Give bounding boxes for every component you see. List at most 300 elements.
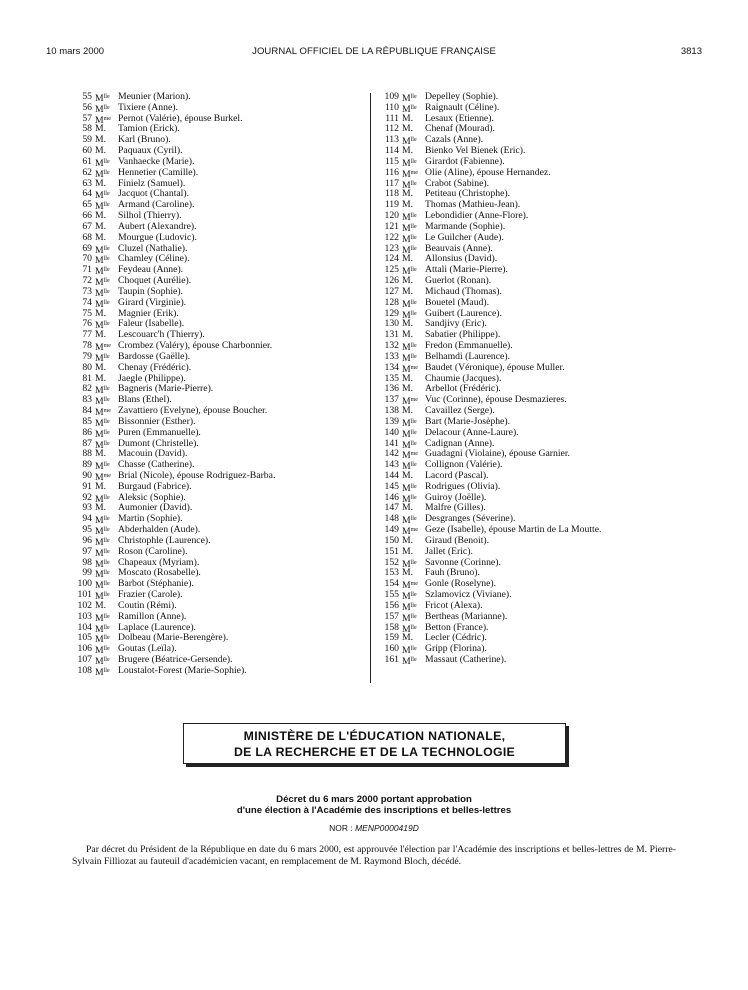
column-divider <box>370 93 371 683</box>
rank-number: 117 <box>384 177 399 189</box>
civility-title: $M^{lle}$ <box>95 558 110 570</box>
civility-title: $M^{lle}$ <box>402 244 417 256</box>
person-name: Guerlot (Ronan). <box>425 275 492 287</box>
list-item <box>72 179 362 190</box>
rank-number: 108 <box>77 664 92 676</box>
rank-number: 103 <box>77 610 92 622</box>
rank-number: 93 <box>82 502 92 514</box>
person-name: Bouetel (Maud). <box>425 296 490 308</box>
civility-title: $M^{lle}$ <box>95 439 110 451</box>
rank-number: 149 <box>384 524 399 536</box>
person-name: Lacord (Pascal). <box>425 469 489 481</box>
person-name: Guiroy (Joëlle). <box>425 491 487 503</box>
list-item <box>376 644 676 655</box>
rank-number: 151 <box>384 545 399 557</box>
civility-title: $M^{lle}$ <box>402 93 417 104</box>
person-name: Fauh (Bruno). <box>425 567 480 579</box>
person-name: Tixiere (Anne). <box>118 101 178 113</box>
person-name: Puren (Emmanuelle). <box>118 426 201 438</box>
civility-title: M. <box>402 405 414 417</box>
list-item <box>376 374 676 385</box>
person-name: Brial (Nicole), épouse Rodriguez-Barba. <box>118 469 276 481</box>
person-name: Aleksic (Sophie). <box>118 491 186 503</box>
civility-title: $M^{lle}$ <box>402 515 417 527</box>
civility-title: $M^{lle}$ <box>95 536 110 548</box>
civility-title: $M^{lle}$ <box>95 190 110 202</box>
rank-number: 104 <box>77 621 92 633</box>
person-name: Lescouarc'h (Thierry). <box>118 329 205 341</box>
rank-number: 73 <box>82 285 92 297</box>
rank-number: 86 <box>82 426 92 438</box>
person-name: Savonne (Corinne). <box>425 556 501 568</box>
civility-title: M. <box>402 199 414 211</box>
civility-title: M. <box>402 253 414 265</box>
civility-title: $M^{lle}$ <box>402 439 417 451</box>
list-item <box>376 547 676 558</box>
rank-number: 64 <box>82 188 92 200</box>
civility-title: M. <box>402 145 414 157</box>
list-item <box>72 601 362 612</box>
person-name: Vuc (Corinne), épouse Desmazieres. <box>425 394 567 406</box>
rank-number: 63 <box>82 177 92 189</box>
person-name: Giraud (Benoit). <box>425 534 490 546</box>
civility-title: M. <box>95 361 107 373</box>
rank-number: 140 <box>384 426 399 438</box>
list-item <box>376 471 676 482</box>
list-item <box>376 135 676 146</box>
person-name: Jallet (Eric). <box>425 545 473 557</box>
civility-title: $M^{lle}$ <box>95 612 110 624</box>
list-item <box>72 449 362 460</box>
person-name: Desgranges (Séverine). <box>425 513 516 525</box>
person-name: Bienko Vel Bienek (Eric). <box>425 145 526 157</box>
civility-title: M. <box>95 134 107 146</box>
rank-number: 111 <box>385 112 399 124</box>
rank-number: 107 <box>77 654 92 666</box>
civility-title: $M^{me}$ <box>402 396 418 408</box>
civility-title: $M^{lle}$ <box>95 201 110 213</box>
list-item <box>376 298 676 309</box>
rank-number: 76 <box>82 318 92 330</box>
civility-title: $M^{lle}$ <box>402 136 417 148</box>
person-name: Fricot (Alexa). <box>425 599 483 611</box>
civility-title: $M^{me}$ <box>95 114 111 126</box>
rank-number: 72 <box>82 275 92 287</box>
person-name: Cluzel (Nathalie). <box>118 242 188 254</box>
rank-number: 131 <box>384 329 399 341</box>
rank-number: 119 <box>384 199 399 211</box>
rank-number: 56 <box>82 101 92 113</box>
person-name: Feydeau (Anne). <box>118 264 184 276</box>
list-item <box>72 633 362 644</box>
rank-number: 83 <box>82 394 92 406</box>
rank-number: 113 <box>384 134 399 146</box>
person-name: Lesaux (Etienne). <box>425 112 494 124</box>
rank-number: 109 <box>384 91 399 102</box>
civility-title: $M^{me}$ <box>402 580 418 592</box>
person-name: Bertheas (Marianne). <box>425 610 508 622</box>
rank-number: 139 <box>384 415 399 427</box>
civility-title: $M^{lle}$ <box>402 103 417 115</box>
rank-number: 87 <box>82 437 92 449</box>
person-name: Faleur (Isabelle). <box>118 318 185 330</box>
rank-number: 67 <box>82 220 92 232</box>
civility-title: $M^{lle}$ <box>95 255 110 267</box>
list-item <box>72 482 362 493</box>
rank-number: 92 <box>82 491 92 503</box>
person-name: Dumont (Christelle). <box>118 437 199 449</box>
person-name: Barbot (Stéphanie). <box>118 578 194 590</box>
list-item <box>376 168 676 179</box>
ministry-heading-box <box>183 723 566 764</box>
person-name: Girardot (Fabienne). <box>425 155 505 167</box>
rank-number: 161 <box>384 654 399 666</box>
list-item <box>376 612 676 623</box>
person-name: Cazals (Anne). <box>425 134 484 146</box>
civility-title: $M^{lle}$ <box>95 298 110 310</box>
list-item <box>376 395 676 406</box>
rank-number: 55 <box>82 91 92 102</box>
person-name: Guibert (Laurence). <box>425 307 502 319</box>
rank-number: 98 <box>82 556 92 568</box>
rank-number: 62 <box>82 166 92 178</box>
rank-number: 71 <box>82 264 92 276</box>
civility-title: $M^{lle}$ <box>402 493 417 505</box>
civility-title: $M^{me}$ <box>95 471 111 483</box>
person-name: Lebondidier (Anne-Flore). <box>425 210 529 222</box>
civility-title: $M^{lle}$ <box>95 93 110 104</box>
person-name: Bissonnier (Esther). <box>118 415 196 427</box>
list-item <box>376 536 676 547</box>
civility-title: $M^{lle}$ <box>95 266 110 278</box>
list-item <box>376 287 676 298</box>
civility-title: M. <box>95 502 107 514</box>
person-name: Aumonier (David). <box>118 502 193 514</box>
list-column-right <box>376 92 676 666</box>
nor-reference <box>0 823 748 833</box>
list-item <box>72 157 362 168</box>
list-item <box>72 417 362 428</box>
list-item <box>72 428 362 439</box>
person-name: Blans (Ethel). <box>118 394 172 406</box>
civility-title: $M^{me}$ <box>95 342 111 354</box>
rank-number: 80 <box>82 361 92 373</box>
rank-number: 122 <box>384 231 399 243</box>
person-name: Gonle (Roselyne). <box>425 578 497 590</box>
rank-number: 157 <box>384 610 399 622</box>
decret-body: Par décret du Président de la République en date du 6 mars 2000, est approuvée l'élection par l'Académie des inscriptions et belles-lettres de M. Pierre-Sylvain Filliozat au fauteuil d'académicien vacant, en remplacement de M. Raymond Bloch, décédé. <box>72 844 676 867</box>
rank-number: 110 <box>384 101 399 113</box>
list-item <box>72 200 362 211</box>
person-name: Beauvais (Anne). <box>425 242 493 254</box>
civility-title: M. <box>95 448 107 460</box>
list-item <box>376 460 676 471</box>
rank-number: 84 <box>82 405 92 417</box>
rank-number: 144 <box>384 469 399 481</box>
person-name: Arbellot (Frédéric). <box>425 383 501 395</box>
civility-title: M. <box>402 123 414 135</box>
person-name: Burgaud (Fabrice). <box>118 480 192 492</box>
person-name: Jaegle (Philippe). <box>118 372 186 384</box>
person-name: Malfre (Gilles). <box>425 502 486 514</box>
rank-number: 60 <box>82 145 92 157</box>
rank-number: 102 <box>77 599 92 611</box>
rank-number: 77 <box>82 329 92 341</box>
rank-number: 57 <box>82 112 92 124</box>
civility-title: $M^{lle}$ <box>95 666 110 678</box>
list-item <box>376 568 676 579</box>
list-item <box>72 579 362 590</box>
civility-title: $M^{lle}$ <box>95 428 110 440</box>
list-item <box>72 222 362 233</box>
ministry-line-1: MINISTÈRE DE L'ÉDUCATION NATIONALE, <box>243 729 506 743</box>
rank-number: 116 <box>384 166 399 178</box>
list-item <box>72 374 362 385</box>
list-item <box>376 363 676 374</box>
list-item <box>72 590 362 601</box>
civility-title: M. <box>402 285 414 297</box>
person-name: Aubert (Alexandre). <box>118 220 197 232</box>
person-name: Loustalot-Forest (Marie-Sophie). <box>118 664 247 676</box>
person-name: Depelley (Sophie). <box>425 91 499 102</box>
person-name: Szlamovicz (Viviane). <box>425 589 512 601</box>
person-name: Pernot (Valérie), épouse Burkel. <box>118 112 243 124</box>
rank-number: 75 <box>82 307 92 319</box>
person-name: Moscato (Rosabelle). <box>118 567 201 579</box>
person-name: Lecler (Cédric). <box>425 632 487 644</box>
rank-number: 124 <box>384 253 399 265</box>
person-name: Betton (France). <box>425 621 489 633</box>
rank-number: 141 <box>384 437 399 449</box>
civility-title: $M^{lle}$ <box>95 580 110 592</box>
list-item <box>376 114 676 125</box>
rank-number: 101 <box>77 589 92 601</box>
civility-title: $M^{lle}$ <box>95 569 110 581</box>
civility-title: $M^{lle}$ <box>95 634 110 646</box>
civility-title: $M^{lle}$ <box>95 103 110 115</box>
civility-title: M. <box>95 307 107 319</box>
civility-title: $M^{lle}$ <box>95 461 110 473</box>
list-item <box>376 601 676 612</box>
person-name: Dolbeau (Marie-Berengère). <box>118 632 229 644</box>
person-name: Finielz (Samuel). <box>118 177 186 189</box>
list-item <box>376 558 676 569</box>
civility-title: M. <box>402 469 414 481</box>
civility-title: $M^{lle}$ <box>95 547 110 559</box>
civility-title: $M^{lle}$ <box>95 515 110 527</box>
civility-title: M. <box>402 534 414 546</box>
rank-number: 142 <box>384 448 399 460</box>
rank-number: 147 <box>384 502 399 514</box>
person-name: Mourgue (Ludovic). <box>118 231 197 243</box>
civility-title: $M^{lle}$ <box>95 287 110 299</box>
list-item <box>376 623 676 634</box>
list-item <box>72 211 362 222</box>
list-item <box>376 244 676 255</box>
person-name: Chaumie (Jacques). <box>425 372 502 384</box>
rank-number: 121 <box>384 220 399 232</box>
person-name: Cavaillez (Serge). <box>425 405 495 417</box>
civility-title: M. <box>402 318 414 330</box>
person-name: Taupin (Sophie). <box>118 285 183 297</box>
person-name: Frazier (Carole). <box>118 589 183 601</box>
person-name: Tamion (Erick). <box>118 123 180 135</box>
person-name: Girard (Virginie). <box>118 296 187 308</box>
rank-number: 152 <box>384 556 399 568</box>
rank-number: 90 <box>82 469 92 481</box>
rank-number: 85 <box>82 415 92 427</box>
civility-title: M. <box>402 275 414 287</box>
rank-number: 128 <box>384 296 399 308</box>
person-name: Massaut (Catherine). <box>425 654 507 666</box>
rank-number: 118 <box>384 188 399 200</box>
civility-title: $M^{lle}$ <box>95 591 110 603</box>
list-item <box>376 493 676 504</box>
person-name: Chamley (Céline). <box>118 253 190 265</box>
rank-number: 154 <box>384 578 399 590</box>
rank-number: 146 <box>384 491 399 503</box>
list-item <box>376 525 676 536</box>
civility-title: M. <box>95 329 107 341</box>
rank-number: 65 <box>82 199 92 211</box>
list-item <box>72 92 362 103</box>
person-name: Magnier (Erik). <box>118 307 179 319</box>
person-name: Baudet (Véronique), épouse Muller. <box>425 361 565 373</box>
person-name: Attali (Marie-Pierre). <box>425 264 508 276</box>
list-item <box>376 179 676 190</box>
list-item <box>376 449 676 460</box>
rank-number: 129 <box>384 307 399 319</box>
rank-number: 145 <box>384 480 399 492</box>
rank-number: 66 <box>82 210 92 222</box>
header-date: 10 mars 2000 <box>46 46 105 57</box>
person-name: Michaud (Thomas). <box>425 285 502 297</box>
rank-number: 70 <box>82 253 92 265</box>
person-name: Petiteau (Christophe). <box>425 188 511 200</box>
rank-number: 114 <box>384 145 399 157</box>
person-name: Ramillon (Anne). <box>118 610 187 622</box>
person-name: Silhol (Thierry). <box>118 210 182 222</box>
civility-title: $M^{me}$ <box>402 450 418 462</box>
rank-number: 133 <box>384 350 399 362</box>
rank-number: 78 <box>82 340 92 352</box>
rank-number: 94 <box>82 513 92 525</box>
person-name: Christophle (Laurence). <box>118 534 211 546</box>
person-name: Brugere (Béatrice-Gersende). <box>118 654 233 666</box>
person-name: Thomas (Mathieu-Jean). <box>425 199 521 211</box>
person-name: Sandjivy (Eric). <box>425 318 487 330</box>
list-item <box>376 189 676 200</box>
decret-title-line-1: Décret du 6 mars 2000 portant approbation <box>276 794 472 805</box>
rank-number: 155 <box>384 589 399 601</box>
rank-number: 96 <box>82 534 92 546</box>
person-name: Belhamdi (Laurence). <box>425 350 510 362</box>
list-item <box>376 265 676 276</box>
civility-title: $M^{lle}$ <box>95 656 110 668</box>
list-item <box>72 287 362 298</box>
civility-title: $M^{lle}$ <box>95 320 110 332</box>
list-item <box>72 384 362 395</box>
list-item <box>376 330 676 341</box>
rank-number: 59 <box>82 134 92 146</box>
rank-number: 132 <box>384 340 399 352</box>
list-item <box>72 525 362 536</box>
decret-title-line-2: d'une élection à l'Académie des inscriptions et belles-lettres <box>236 805 512 816</box>
rank-number: 68 <box>82 231 92 243</box>
civility-title: $M^{lle}$ <box>95 277 110 289</box>
ministry-line-2: DE LA RECHERCHE ET DE LA TECHNOLOGIE <box>233 745 516 759</box>
list-item <box>376 633 676 644</box>
person-name: Choquet (Aurélie). <box>118 275 192 287</box>
rank-number: 134 <box>384 361 399 373</box>
list-item <box>376 233 676 244</box>
civility-title: $M^{lle}$ <box>402 601 417 613</box>
person-name: Le Guilcher (Aude). <box>425 231 504 243</box>
civility-title: $M^{lle}$ <box>402 233 417 245</box>
person-name: Vanhaecke (Marie). <box>118 155 195 167</box>
person-name: Collignon (Valérie). <box>425 459 503 471</box>
list-item <box>376 103 676 114</box>
rank-number: 89 <box>82 459 92 471</box>
civility-title: $M^{lle}$ <box>402 428 417 440</box>
civility-title: $M^{lle}$ <box>402 623 417 635</box>
rank-number: 136 <box>384 383 399 395</box>
civility-title: M. <box>95 480 107 492</box>
civility-title: $M^{lle}$ <box>402 342 417 354</box>
person-name: Crabot (Sabine). <box>425 177 490 189</box>
list-item <box>376 341 676 352</box>
list-item <box>72 666 362 677</box>
civility-title: $M^{lle}$ <box>95 645 110 657</box>
civility-title: M. <box>402 502 414 514</box>
person-name: Delacour (Anne-Laure). <box>425 426 519 438</box>
person-name: Chenay (Frédéric). <box>118 361 192 373</box>
list-item <box>376 503 676 514</box>
civility-title: $M^{me}$ <box>95 407 111 419</box>
list-item <box>376 254 676 265</box>
civility-title: M. <box>402 383 414 395</box>
list-item <box>376 309 676 320</box>
person-name: Rodrigues (Olivia). <box>425 480 501 492</box>
person-name: Cadignan (Anne). <box>425 437 495 449</box>
rank-number: 99 <box>82 567 92 579</box>
person-name: Olie (Aline), épouse Hernandez. <box>425 166 551 178</box>
civility-title: $M^{lle}$ <box>402 645 417 657</box>
person-name: Sabatier (Philippe). <box>425 329 501 341</box>
civility-title: $M^{lle}$ <box>95 385 110 397</box>
list-item <box>376 417 676 428</box>
civility-title: $M^{lle}$ <box>402 417 417 429</box>
civility-title: $M^{lle}$ <box>402 656 417 668</box>
decret-title <box>0 794 748 816</box>
list-item <box>72 536 362 547</box>
civility-title: $M^{lle}$ <box>402 612 417 624</box>
list-item <box>72 146 362 157</box>
civility-title: $M^{lle}$ <box>402 266 417 278</box>
person-name: Chenaf (Mourad). <box>425 123 495 135</box>
list-item <box>376 146 676 157</box>
list-column-left <box>72 92 362 677</box>
civility-title: M. <box>402 329 414 341</box>
nor-label: NOR : <box>329 823 353 833</box>
civility-title: M. <box>95 220 107 232</box>
rank-number: 69 <box>82 242 92 254</box>
person-name: Chasse (Catherine). <box>118 459 195 471</box>
list-item <box>72 244 362 255</box>
person-name: Laplace (Laurence). <box>118 621 196 633</box>
page-number: 3813 <box>680 46 702 57</box>
list-item <box>72 124 362 135</box>
